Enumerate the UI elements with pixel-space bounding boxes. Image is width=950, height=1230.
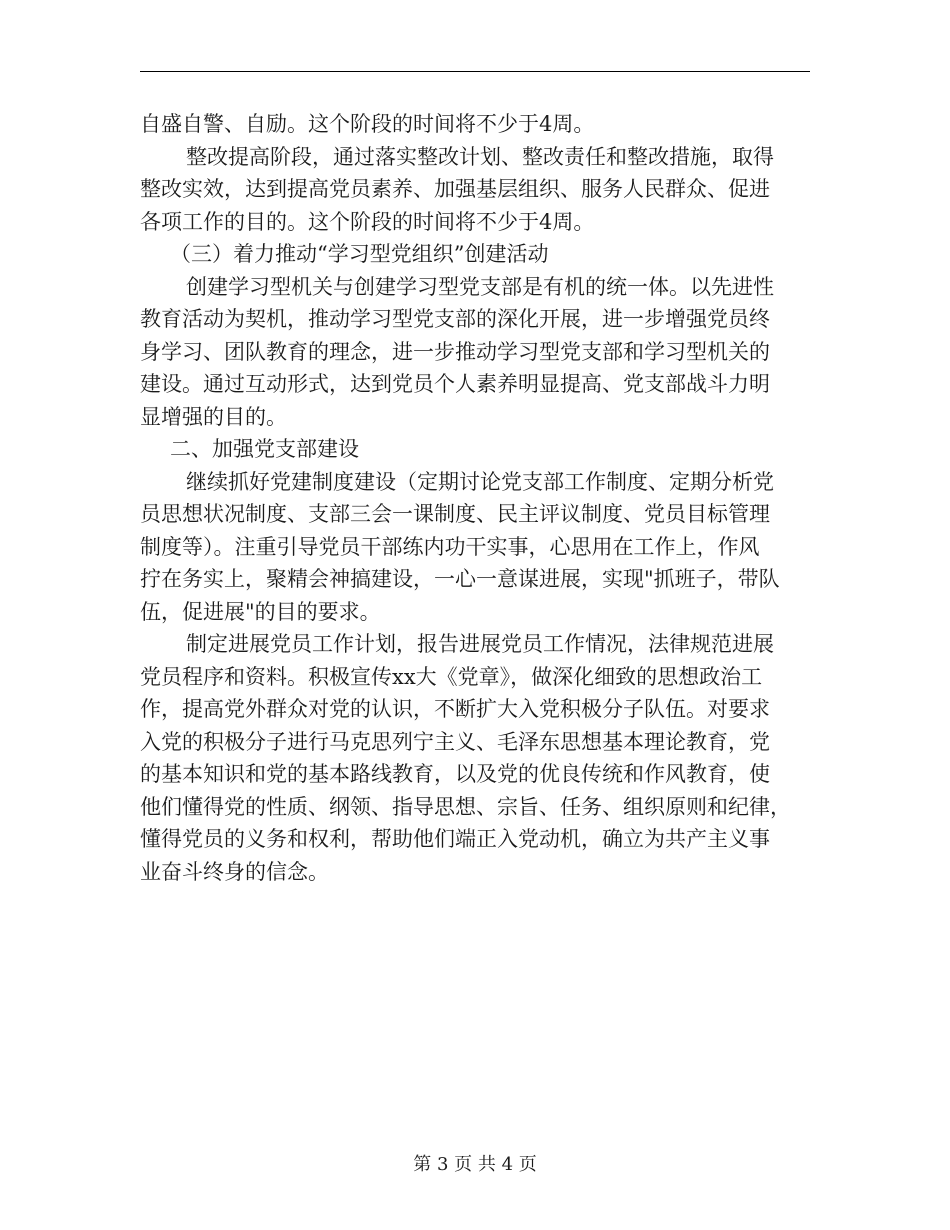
text-line: 身学习、团队教育的理念，进一步推动学习型党支部和学习型机关的 bbox=[140, 339, 770, 364]
text-line: 作，提高党外群众对党的认识，不断扩大入党积极分子队伍。对要求 bbox=[140, 697, 770, 721]
header-rule bbox=[140, 71, 810, 72]
text-line: 员思想状况制度、支部三会一课制度、民主评议制度、党员目标管理 bbox=[140, 502, 770, 526]
text-line: 拧在务实上，聚精会神搞建设，一心一意谋进展，实现"抓班子，带队 bbox=[140, 567, 780, 591]
text-line: 党员程序和资料。积极宣传xx大《党章》，做深化细致的思想政治工 bbox=[140, 664, 763, 689]
document-body bbox=[140, 108, 810, 888]
text-line: 整改实效，达到提高党员素养、加强基层组织、服务人民群众、促进 bbox=[140, 177, 770, 201]
text-line: 他们懂得党的性质、纲领、指导思想、宗旨、任务、组织原则和纪律， bbox=[140, 794, 791, 819]
page-number: 第 3 页 共 4 页 bbox=[413, 1154, 537, 1175]
text-line: 的基本知识和党的基本路线教育，以及党的优良传统和作风教育，使 bbox=[140, 762, 770, 786]
text-line: 懂得党员的义务和权利，帮助他们端正入党动机，确立为共产主义事 bbox=[140, 827, 770, 851]
paragraph-start: 创建学习型机关与创建学习型党支部是有机的统一体。以先进性 bbox=[186, 274, 774, 299]
paragraph-start: 继续抓好党建制度建设（定期讨论党支部工作制度、定期分析党 bbox=[186, 469, 774, 494]
text-line: 自盛自警、自励。这个阶段的时间将不少于4周。 bbox=[140, 112, 595, 136]
text-line: 伍，促进展"的目的要求。 bbox=[140, 599, 381, 624]
text-line: 入党的积极分子进行马克思列宁主义、毛泽东思想基本理论教育，党 bbox=[140, 729, 770, 754]
paragraph-start: 制定进展党员工作计划，报告进展党员工作情况，法律规范进展 bbox=[186, 632, 774, 656]
text-line: 教育活动为契机，推动学习型党支部的深化开展，进一步增强党员终 bbox=[140, 307, 770, 331]
text-line: 显增强的目的。 bbox=[140, 404, 287, 429]
text-line: 各项工作的目的。这个阶段的时间将不少于4周。 bbox=[140, 209, 595, 234]
paragraph-start: 整改提高阶段，通过落实整改计划、整改责任和整改措施，取得 bbox=[186, 144, 774, 169]
page-footer bbox=[0, 1150, 950, 1176]
section-heading: （三）着力推动“学习型党组织”创建活动 bbox=[170, 242, 549, 266]
section-heading: 二、加强党支部建设 bbox=[170, 437, 359, 461]
text-line: 建设。通过互动形式，达到党员个人素养明显提高、党支部战斗力明 bbox=[140, 372, 770, 396]
text-line: 制度等）。注重引导党员干部练内功干实事，心思用在工作上，作风 bbox=[140, 534, 760, 559]
text-line: 业奋斗终身的信念。 bbox=[140, 859, 329, 884]
